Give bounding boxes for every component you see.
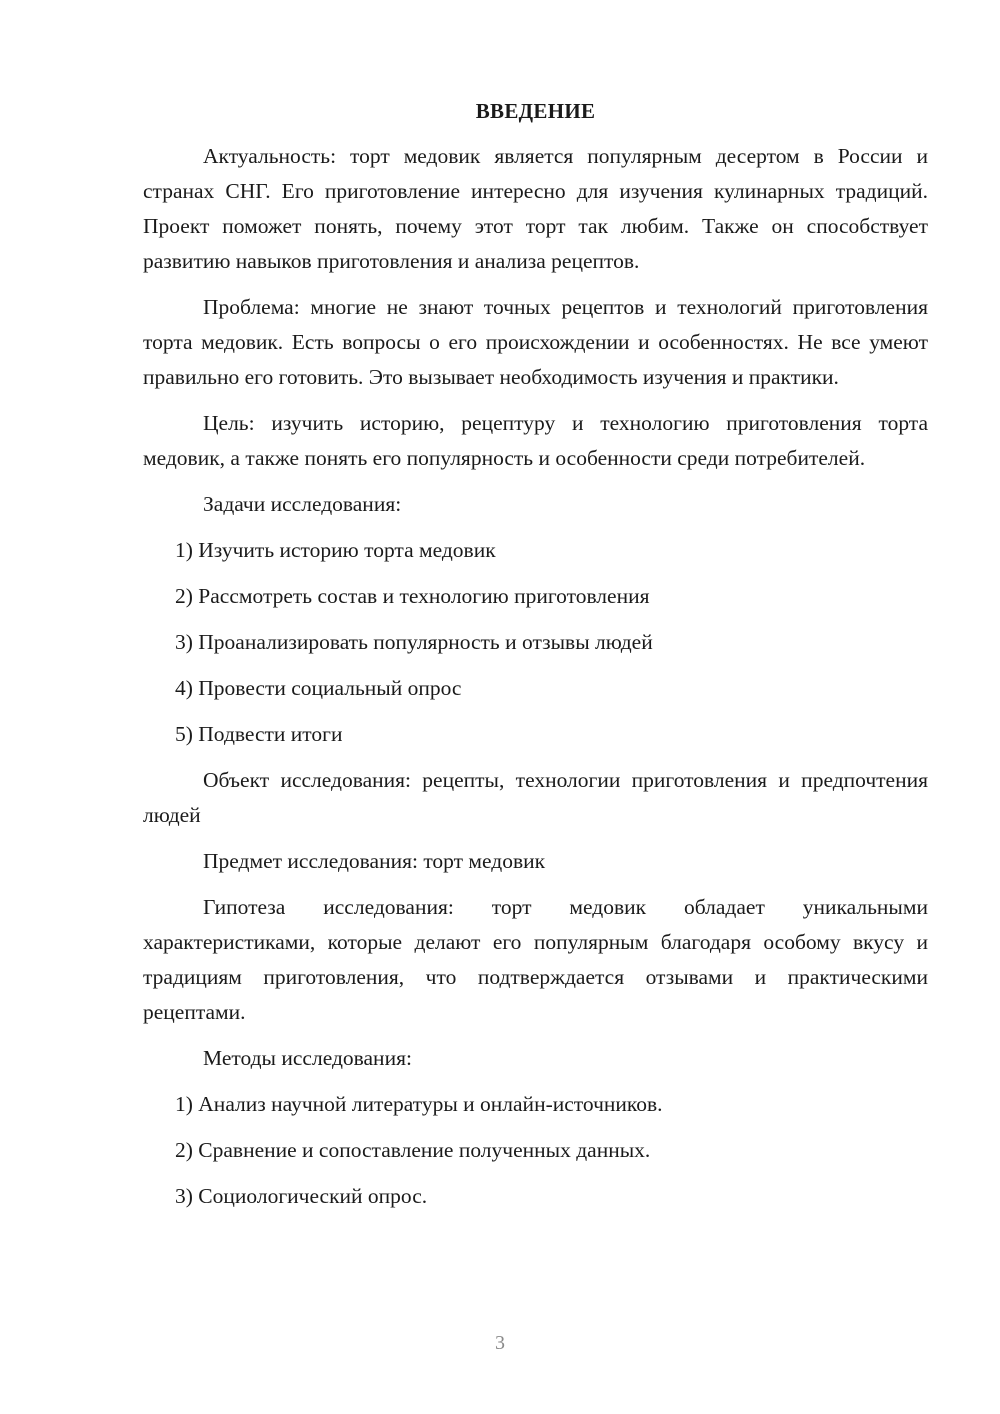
list-item: 5) Подвести итоги: [175, 722, 343, 746]
methods-heading: Методы исследования:: [203, 1046, 412, 1070]
list-item: 2) Сравнение и сопоставление полученных данных.: [175, 1138, 651, 1162]
list-item: 1) Анализ научной литературы и онлайн-источников.: [175, 1092, 663, 1116]
page-number: 3: [495, 1332, 505, 1354]
document-page: [143, 96, 928, 1225]
list-item: 4) Провести социальный опрос: [175, 676, 462, 700]
list-item: 3) Проанализировать популярность и отзывы людей: [175, 630, 653, 654]
subject-line: Предмет исследования: торт медовик: [203, 849, 546, 873]
list-item: 2) Рассмотреть состав и технологию приготовления: [175, 584, 650, 608]
list-item: 1) Изучить историю торта медовик: [175, 538, 496, 562]
hypothesis-paragraph: Гипотеза исследования: торт медовик обладает уникальными характеристиками, которые делают его популярным благодаря особому вкусу и традициям приготовления, что подтверждается отзывами и практическими рецептами.: [143, 895, 928, 1024]
page-title: ВВЕДЕНИЕ: [475, 99, 596, 123]
relevance-paragraph: Актуальность: торт медовик является популярным десертом в России и странах СНГ. Его приготовление интересно для изучения кулинарных традиций. Проект поможет понять, почему этот торт так любим. Также он способствует развитию навыков приготовления и анализа рецептов.: [143, 144, 928, 273]
goal-paragraph: Цель: изучить историю, рецептуру и технологию приготовления торта медовик, а также понять его популярность и особенности среди потребителей.: [143, 411, 928, 470]
tasks-list: [143, 533, 928, 752]
problem-paragraph: Проблема: многие не знают точных рецептов и технологий приготовления торта медовик. Есть вопросы о его происхождении и особенностях. Не все умеют правильно его готовить. Это вызывает необходимость изучения и практики.: [143, 295, 928, 389]
methods-list: [143, 1087, 928, 1214]
object-paragraph: Объект исследования: рецепты, технологии приготовления и предпочтения людей: [143, 768, 928, 827]
list-item: 3) Социологический опрос.: [175, 1184, 428, 1208]
tasks-heading: Задачи исследования:: [203, 492, 402, 516]
